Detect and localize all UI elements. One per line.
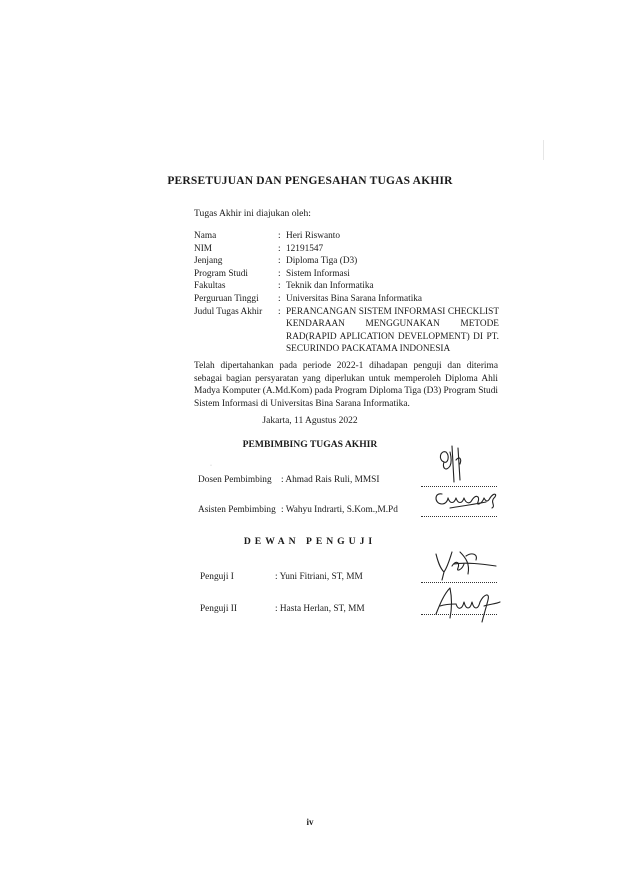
field-colon: :	[278, 231, 281, 241]
pembimbing-heading: PEMBIMBING TUGAS AKHIR	[242, 439, 378, 450]
field-nama	[194, 230, 499, 243]
field-label: Jenjang	[194, 256, 223, 267]
dewan-penguji-heading: DEWAN PENGUJI	[243, 536, 377, 547]
field-label: Nama	[194, 231, 217, 241]
field-label: Program Studi	[194, 268, 248, 279]
field-value: PERANCANGAN SISTEM INFORMASI CHECKLIST KENDARAAN MENGGUNAKAN METODE RAD(RAPID APLICATION DEVELOPMENT) DI PT. SECURINDO PACKATAMA INDONESIA	[286, 306, 499, 355]
scan-edge-mark	[543, 140, 544, 160]
field-value: Teknik dan Informatika	[286, 281, 374, 292]
field-label: Perguruan Tinggi	[194, 293, 259, 304]
penguji-1-label: Penguji I	[200, 572, 234, 582]
field-program-studi	[194, 268, 499, 281]
field-colon: :	[278, 243, 281, 254]
signature-penguji-1	[430, 548, 500, 584]
field-label: Fakultas	[194, 281, 226, 292]
signature-dosen	[432, 442, 472, 486]
field-value: Heri Riswanto	[286, 231, 340, 241]
asisten-pembimbing-name: : Wahyu Indrarti, S.Kom.,M.Pd	[281, 505, 398, 515]
approval-paragraph: Telah dipertahankan pada periode 2022-1 dihadapan penguji dan diterima sebagai bagian persyaratan yang diperlukan untuk memperoleh Diploma Ahli Madya Komputer (A.Md.Kom) pada Program Diploma Tiga (D3) Program Studi Sistem Informasi di Universitas Bina Sarana Informatika.	[194, 361, 498, 409]
dosen-pembimbing-label: Dosen Pembimbing	[198, 475, 272, 485]
field-value: Sistem Informasi	[286, 268, 350, 279]
field-colon: :	[278, 256, 281, 267]
field-colon: :	[278, 268, 281, 279]
penguji-2-name: : Hasta Herlan, ST, MM	[275, 604, 365, 614]
field-nim	[194, 243, 499, 256]
asisten-pembimbing-label: Asisten Pembimbing	[198, 505, 276, 515]
penguji-2-label: Penguji II	[200, 604, 237, 614]
student-info-fields	[194, 230, 499, 356]
field-fakultas	[194, 280, 499, 293]
place-date: Jakarta, 11 Agustus 2022	[262, 416, 358, 426]
intro-text: Tugas Akhir ini diajukan oleh:	[194, 208, 311, 219]
penguji-2-row	[200, 604, 560, 618]
field-colon: :	[278, 281, 281, 292]
signature-line	[421, 516, 497, 517]
field-jenjang	[194, 255, 499, 268]
field-label: Judul Tugas Akhir	[194, 306, 263, 317]
field-value: 12191547	[286, 243, 324, 254]
field-value: Universitas Bina Sarana Informatika	[286, 293, 423, 304]
dosen-pembimbing-row	[198, 475, 558, 489]
field-value: Diploma Tiga (D3)	[286, 256, 358, 267]
field-colon: :	[278, 293, 281, 304]
field-label: NIM	[194, 243, 213, 254]
signature-asisten	[432, 486, 504, 512]
penguji-1-row	[200, 572, 560, 586]
field-perguruan-tinggi	[194, 293, 499, 306]
scan-speck: ·	[210, 463, 212, 469]
asisten-pembimbing-row	[198, 505, 558, 519]
dosen-pembimbing-name: : Ahmad Rais Ruli, MMSI	[281, 475, 380, 485]
penguji-1-name: : Yuni Fitriani, ST, MM	[275, 572, 363, 582]
page-title: PERSETUJUAN DAN PENGESAHAN TUGAS AKHIR	[167, 175, 453, 187]
field-colon: :	[278, 306, 281, 317]
field-judul-tugas-akhir	[194, 306, 499, 356]
signature-penguji-2	[432, 584, 502, 624]
page-number: iv	[306, 817, 314, 827]
